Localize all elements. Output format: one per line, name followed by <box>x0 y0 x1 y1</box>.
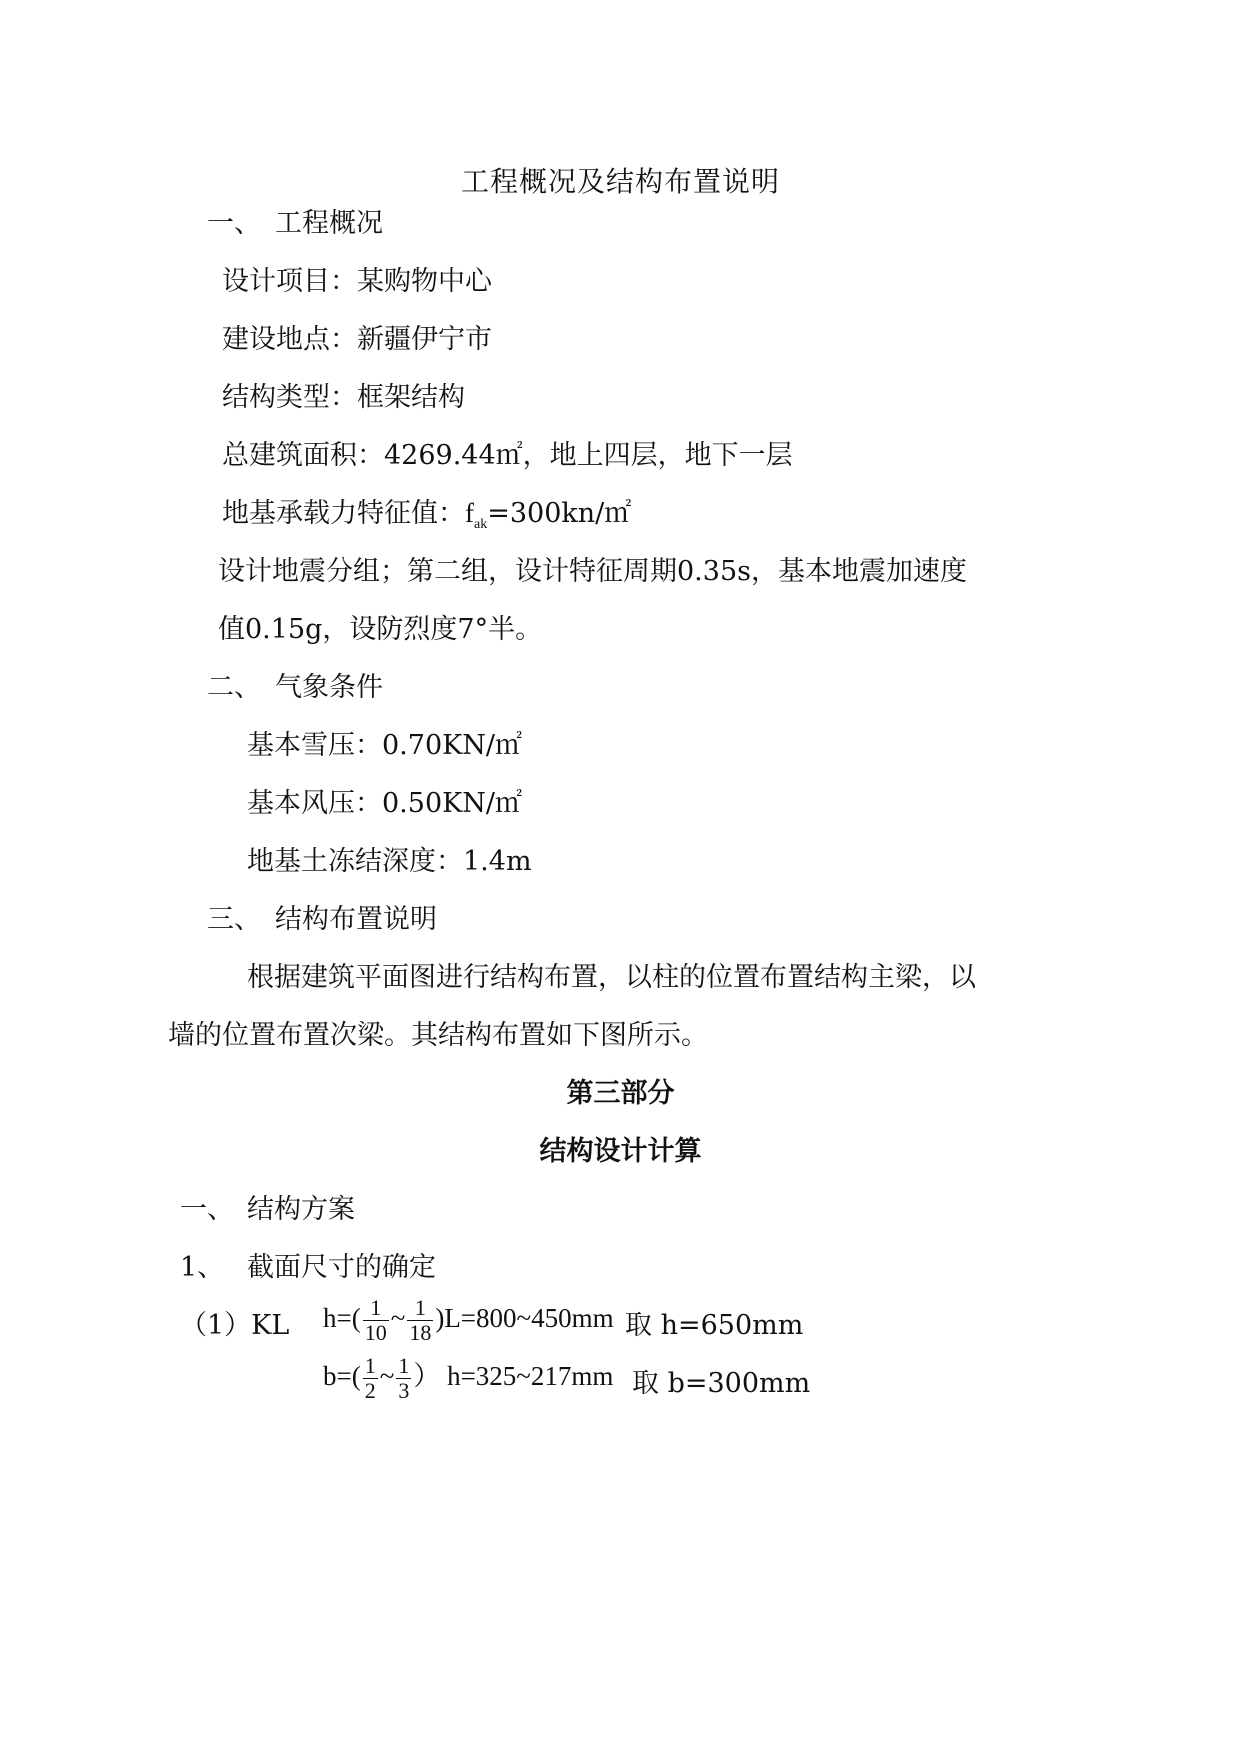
section-size-heading: 截面尺寸的确定 <box>247 1252 436 1283</box>
site-line: 建设地点：新疆伊宁市 <box>222 324 492 355</box>
scheme-number: 一、 <box>180 1194 234 1225</box>
b-fraction-2-numerator: 1 <box>398 1353 410 1378</box>
seismic-line-1: 设计地震分组；第二组，设计特征周期0.35s，基本地震加速度 <box>218 556 967 587</box>
section-2-number: 二、 <box>207 672 261 703</box>
b-tilde: ~ <box>379 1360 395 1391</box>
layout-paragraph-line-2: 墙的位置布置次梁。其结构布置如下图所示。 <box>168 1020 708 1051</box>
section-3-heading: 结构布置说明 <box>275 904 437 935</box>
b-fraction-1 <box>363 1354 378 1403</box>
h-fraction-2 <box>407 1296 433 1345</box>
section-1-number: 一、 <box>207 208 261 239</box>
seismic-line-2: 值0.15g，设防烈度7°半。 <box>218 614 543 645</box>
section-1-heading: 工程概况 <box>275 208 383 239</box>
part-title: 第三部分 <box>566 1078 675 1109</box>
wind-pressure-line: 基本风压：0.50KN/㎡ <box>247 788 523 819</box>
h-formula-prefix: h=( <box>323 1302 361 1333</box>
h-tilde: ~ <box>390 1302 406 1333</box>
section-size-number: 1、 <box>180 1252 225 1283</box>
b-fraction-1-denominator: 2 <box>364 1378 376 1404</box>
layout-paragraph-line-1: 根据建筑平面图进行结构布置，以柱的位置布置结构主梁，以 <box>247 962 976 993</box>
h-fraction-2-denominator: 18 <box>409 1320 432 1346</box>
b-fraction-2-denominator: 3 <box>398 1378 410 1404</box>
h-formula-suffix: )L=800~450mm <box>435 1302 614 1333</box>
bearing-line <box>222 500 631 532</box>
bearing-value: =300kn/㎡ <box>487 498 632 529</box>
b-fraction-2 <box>396 1354 411 1403</box>
h-fraction-1 <box>363 1296 389 1345</box>
snow-pressure-line: 基本雪压：0.70KN/㎡ <box>247 730 523 761</box>
section-2-heading: 气象条件 <box>275 672 383 703</box>
bearing-symbol: f <box>465 498 474 528</box>
b-formula-prefix: b=( <box>323 1360 361 1391</box>
beam-width-formula <box>323 1354 613 1403</box>
h-chosen-value: 取 h=650mm <box>625 1310 804 1341</box>
kl-label: （1）KL <box>180 1310 290 1341</box>
document-title: 工程概况及结构布置说明 <box>460 165 780 198</box>
structure-type-line: 结构类型：框架结构 <box>222 382 465 413</box>
section-3-number: 三、 <box>207 904 261 935</box>
part-subtitle: 结构设计计算 <box>539 1136 702 1167</box>
h-fraction-1-numerator: 1 <box>363 1296 389 1321</box>
b-chosen-value: 取 b=300mm <box>632 1368 811 1399</box>
b-fraction-1-numerator: 1 <box>364 1353 376 1378</box>
b-formula-suffix: ） h=325~217mm <box>413 1360 614 1391</box>
bearing-label: 地基承载力特征值： <box>222 498 465 529</box>
frost-depth-line: 地基土冻结深度：1.4m <box>247 846 532 877</box>
h-fraction-2-numerator: 1 <box>407 1296 433 1321</box>
area-line: 总建筑面积：4269.44㎡，地上四层，地下一层 <box>222 440 793 471</box>
beam-height-formula <box>323 1296 614 1345</box>
bearing-subscript: ak <box>474 517 488 532</box>
project-line: 设计项目：某购物中心 <box>222 266 492 297</box>
h-fraction-1-denominator: 10 <box>364 1320 387 1346</box>
scheme-heading: 结构方案 <box>247 1194 355 1225</box>
